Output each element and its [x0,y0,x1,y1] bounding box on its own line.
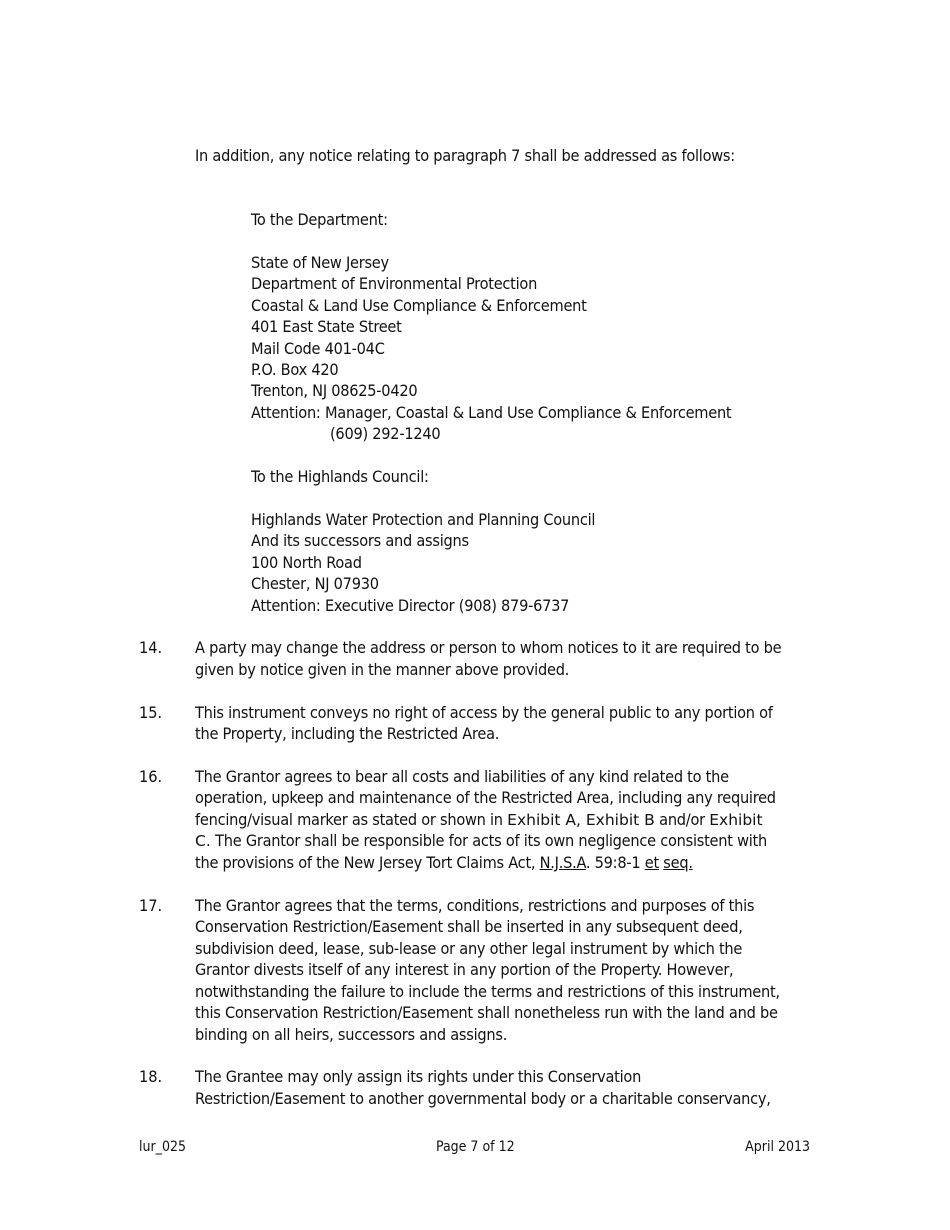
text-run: , [576,811,586,829]
paragraph-line: binding on all heirs, successors and assigns. [195,1025,508,1044]
paragraph-line: this Conservation Restriction/Easement shall nonetheless run with the land and be [195,1003,778,1022]
exhibit-c-reference: Exhibit [709,811,763,829]
statute-citation: N.J.S.A [539,853,586,872]
paragraph-line: Grantor divests itself of any interest in any portion of the Property. However, [195,960,734,979]
address-line: P.O. Box 420 [251,360,339,379]
address-line: Chester, NJ 07930 [251,574,379,593]
paragraph-line: A party may change the address or person to whom notices to it are required to be [195,638,782,657]
paragraph-line: operation, upkeep and maintenance of the Restricted Area, including any required [195,788,776,807]
paragraph-number: 17. [139,896,163,915]
paragraph-line: This instrument conveys no right of access by the general public to any portion of [195,703,773,722]
address-line: Highlands Water Protection and Planning Council [251,510,596,529]
exhibit-c-reference: C. [195,832,211,850]
address-line: And its successors and assigns [251,531,469,550]
text-run: The Grantor shall be responsible for acts of its own negligence consistent with [210,831,767,850]
address-line: Attention: Manager, Coastal & Land Use Compliance & Enforcement [251,403,732,422]
address-line: Attention: Executive Director (908) 879-6737 [251,596,570,615]
paragraph-line: The Grantor agrees to bear all costs and liabilities of any kind related to the [195,767,729,786]
text-run: fencing/visual marker as stated or shown in [195,810,508,829]
paragraph-number: 18. [139,1067,163,1086]
paragraph-line [195,830,767,853]
paragraph-number: 14. [139,638,163,657]
address-line: Coastal & Land Use Compliance & Enforcement [251,296,587,315]
paragraph-line: The Grantor agrees that the terms, conditions, restrictions and purposes of this [195,896,755,915]
et-seq-text: et [644,853,659,872]
department-heading: To the Department: [251,210,388,229]
address-line: Department of Environmental Protection [251,274,538,293]
text-run: the provisions of the New Jersey Tort Claims Act, [195,853,540,872]
intro-text: In addition, any notice relating to paragraph 7 shall be addressed as follows: [195,146,735,165]
paragraph-line: Conservation Restriction/Easement shall be inserted in any subsequent deed, [195,917,743,936]
text-run: and/or [654,810,710,829]
paragraph-line: subdivision deed, lease, sub-lease or any other legal instrument by which the [195,939,743,958]
footer-page-number: Page 7 of 12 [436,1139,515,1155]
address-line: Mail Code 401-04C [251,339,385,358]
address-line: Trenton, NJ 08625-0420 [251,381,418,400]
exhibit-a-reference: Exhibit A [507,811,577,829]
paragraph-line: the Property, including the Restricted Area. [195,724,500,743]
et-seq-text: seq. [663,853,693,872]
paragraph-line: Restriction/Easement to another governmental body or a charitable conservancy, [195,1089,771,1108]
paragraph-number: 15. [139,703,163,722]
paragraph-line: notwithstanding the failure to include the terms and restrictions of this instrument, [195,982,780,1001]
address-line: 100 North Road [251,553,362,572]
department-phone: (609) 292-1240 [330,424,441,443]
footer-form-id: lur_025 [139,1139,186,1155]
paragraph-line [195,852,693,874]
exhibit-b-reference: Exhibit B [585,811,655,829]
address-line: State of New Jersey [251,253,389,272]
council-heading: To the Highlands Council: [251,467,429,486]
paragraph-number: 16. [139,767,163,786]
footer-date: April 2013 [745,1139,810,1155]
paragraph-line: The Grantee may only assign its rights under this Conservation [195,1067,642,1086]
address-line: 401 East State Street [251,317,402,336]
paragraph-line: given by notice given in the manner above provided. [195,660,570,679]
paragraph-line [195,809,763,832]
text-run: . 59:8-1 [585,853,645,872]
